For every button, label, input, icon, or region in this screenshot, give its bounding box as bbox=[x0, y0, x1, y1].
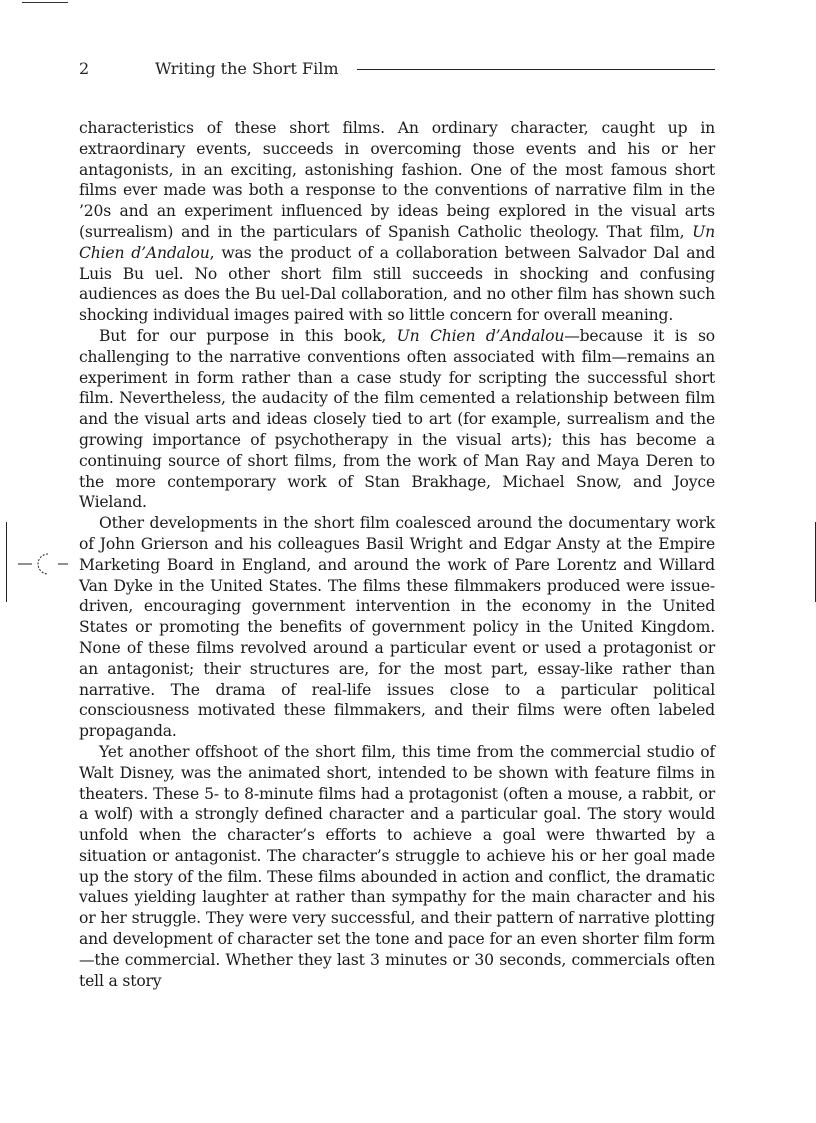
page-number: 2 bbox=[79, 58, 90, 78]
text-span: —because it is so challenging to the narrative conventions often associated with film—remains an experiment in form rather than a case study for scripting the successful short film. Nevertheless, the audacity of the film cemented a relationship between film and the visual arts and ideas closely tied to art (for example, surrealism and the growing importance of psychotherapy in the visual arts); this has become a continuing source of short films, from the work of Man Ray and Maya Deren to the more contemporary work of Stan Brakhage, Michael Snow, and Joyce Wieland. bbox=[79, 326, 715, 512]
film-title: Un Chien d’Andalou bbox=[79, 222, 715, 262]
text-span: But for our purpose in this book, bbox=[99, 326, 397, 345]
header-rule bbox=[357, 69, 715, 70]
registration-mark-icon bbox=[18, 549, 74, 579]
running-head bbox=[79, 57, 715, 79]
paragraph-1 bbox=[79, 118, 715, 326]
text-span: , was the product of a collaboration between Salvador Dal and Luis Bu uel. No other short film still succeeds in shocking and confusing audiences as does the Bu uel-Dal collaboration, and no other film has shown such shocking individual images paired with so little concern for overall meaning. bbox=[79, 243, 715, 325]
paragraph-2 bbox=[79, 326, 715, 513]
crop-mark-left bbox=[6, 522, 7, 602]
crop-mark-top bbox=[22, 2, 68, 3]
paragraph-3: Other developments in the short film coalesced around the documentary work of John Grierson and his colleagues Basil Wright and Edgar Ansty at the Empire Marketing Board in England, and around the work of Pare Lorentz and Willard Van Dyke in the United States. The films these filmmakers produced were issue-driven, encouraging government intervention in the economy in the United States or promoting the benefits of government policy in the United Kingdom. None of these films revolved around a particular event or used a protagonist or an antagonist; their structures are, for the most part, essay-like rather than narrative. The drama of real-life issues close to a particular political consciousness motivated these filmmakers, and their films were often labeled propaganda. bbox=[79, 514, 715, 741]
body-text bbox=[79, 118, 715, 991]
film-title: Un Chien d’Andalou bbox=[396, 326, 565, 345]
text-span: characteristics of these short films. An ordinary character, caught up in extraordinary events, succeeds in overcoming those events and his or her antagonists, in an exciting, astonishing fashion. One of the most famous short films ever made was both a response to the conventions of narrative film in the ’20s and an experiment influenced by ideas being explored in the visual arts (surrealism) and in the particulars of Spanish Catholic theology. That film, bbox=[79, 119, 715, 241]
running-title: Writing the Short Film bbox=[155, 58, 339, 78]
paragraph-4: Yet another offshoot of the short film, this time from the commercial studio of Walt Disney, was the animated short, intended to be shown with feature films in theaters. These 5- to 8-minute films had a protagonist (often a mouse, a rabbit, or a wolf) with a strongly defined character and a particular goal. The story would unfold when the character’s efforts to achieve a goal were thwarted by a situation or antagonist. The character’s struggle to achieve his or her goal made up the story of the film. These films abounded in action and conflict, the dramatic values yielding laughter at rather than sympathy for the main character and his or her struggle. They were very successful, and their pattern of narrative plotting and development of character set the tone and pace for an even shorter film form—the commercial. Whether they last 3 minutes or 30 seconds, commercials often tell a story bbox=[79, 742, 715, 990]
